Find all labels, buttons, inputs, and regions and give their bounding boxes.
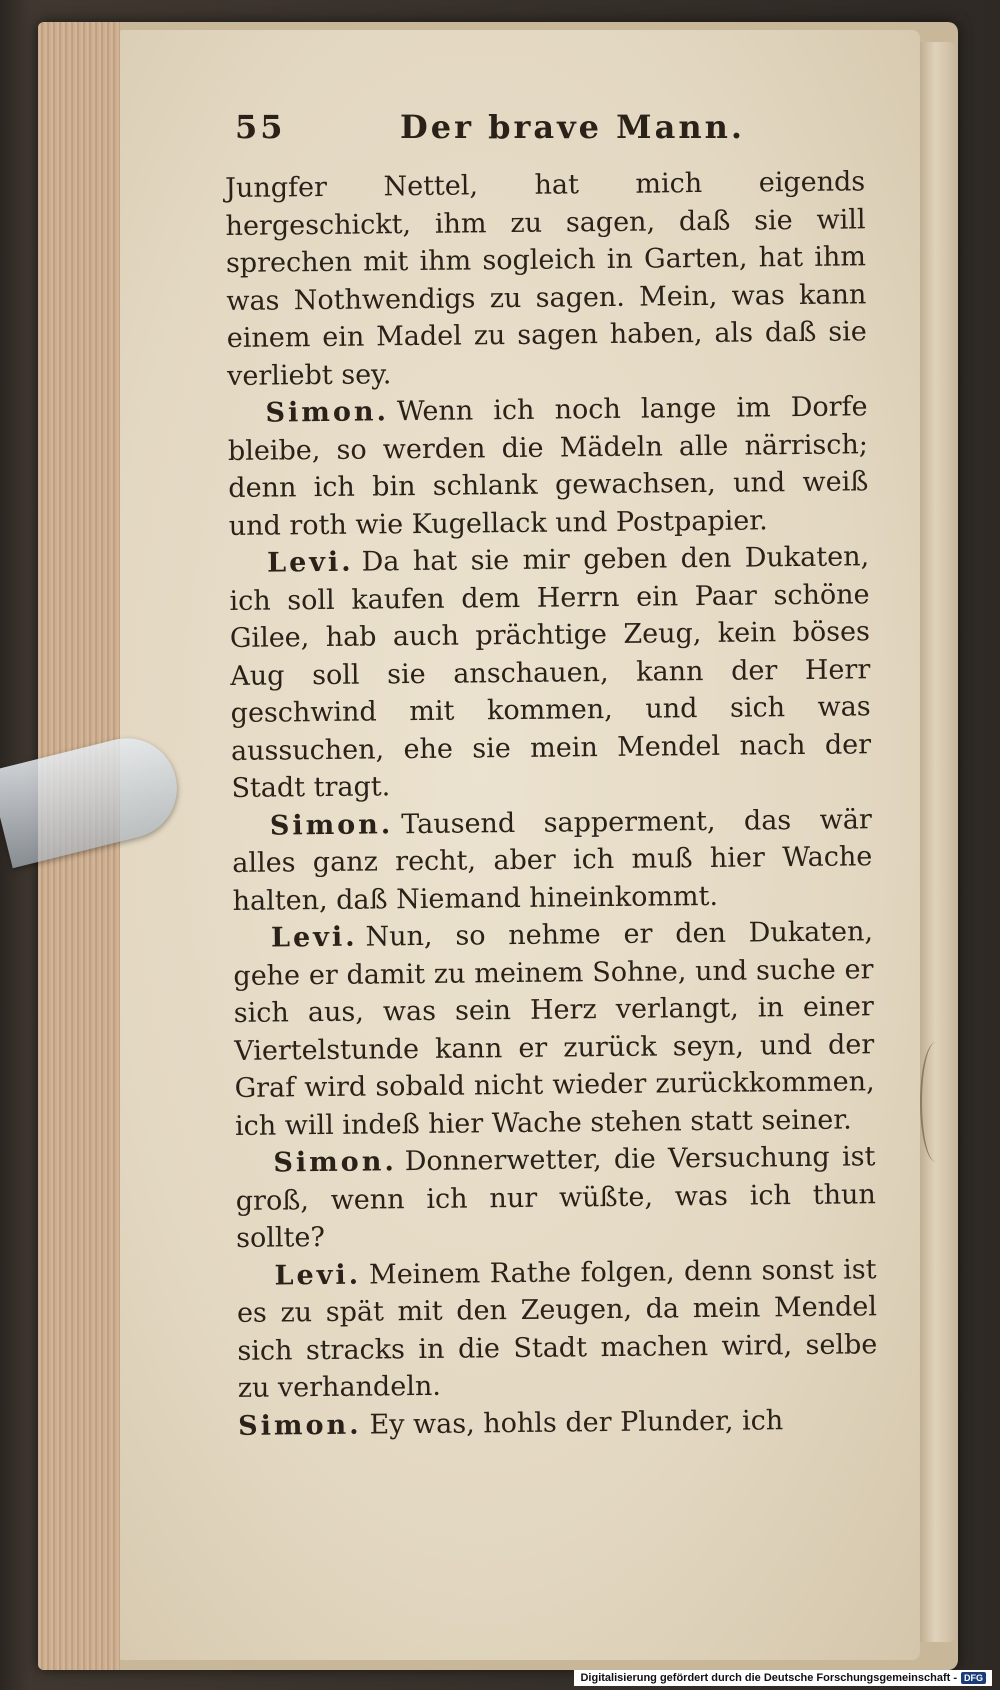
digitization-credit bbox=[574, 1670, 992, 1686]
paragraph-text: Jungfer Nettel, hat mich eigends hergeschickt, ihm zu sagen, daß sie will sprechen mit ihm sogleich in Garten, hat ihm was Nothwendigs zu sagen. Mein, was kann einem ein Madel zu sagen haben, als daß sie verliebt sey. bbox=[225, 166, 867, 392]
speaker-name: Levi. bbox=[270, 921, 358, 954]
paragraph-text: Nun, so nehme er den Dukaten, gehe er damit zu meinem Sohne, und suche er sich aus, was sein Herz verlangt, in einer Viertelstunde kann er zurück seyn, und der Graf wird sobald nicht wieder zurückkommen, ich will indeß hier Wache stehen statt seiner. bbox=[233, 916, 875, 1142]
paragraph-text: Donnerwetter, die Versuchung ist groß, wenn ich nur wüßte, was ich thun sollte? bbox=[235, 1141, 876, 1254]
speaker-name: Simon. bbox=[273, 1146, 397, 1179]
speaker-name: Levi. bbox=[274, 1259, 362, 1292]
running-title: Der brave Mann. bbox=[400, 108, 745, 146]
paragraph bbox=[235, 1138, 876, 1257]
paragraph bbox=[232, 801, 873, 920]
paragraph-text: Tausend sapperment, das wär alles ganz recht, aber ich muß hier Wache halten, daß Niemand hineinkommt. bbox=[232, 803, 873, 917]
paragraph-text: Meinem Rathe folgen, denn sonst ist es zu spät mit den Zeugen, da mein Mendel sich stracks in die Stadt machen wird, selbe zu verhandeln. bbox=[236, 1253, 878, 1404]
page-number: 55 bbox=[235, 108, 286, 146]
paragraph bbox=[236, 1251, 878, 1408]
book-page bbox=[120, 30, 920, 1660]
speaker-name: Simon. bbox=[265, 396, 390, 429]
credit-text: Digitalisierung gefördert durch die Deutsche Forschungsgemeinschaft - bbox=[580, 1672, 957, 1684]
paragraph bbox=[233, 913, 875, 1145]
speaker-name: Simon. bbox=[269, 808, 394, 842]
paragraph-text: Da hat sie mir geben den Dukaten, ich soll kaufen dem Herrn ein Paar schöne Gilee, hab auch prächtige Zeug, kein böses Aug soll sie anschauen, kann der Herr geschwind mit kommen, und sich was aussuchen, ehe sie mein Mendel nach der Stadt tragt. bbox=[229, 541, 872, 804]
book bbox=[38, 22, 958, 1670]
page-header bbox=[235, 108, 855, 146]
paragraph bbox=[238, 1401, 878, 1445]
paragraph bbox=[229, 538, 872, 807]
binding-thread bbox=[920, 1042, 952, 1162]
paragraph bbox=[225, 163, 867, 395]
paragraph-text: Wenn ich noch lange im Dorfe bleibe, so werden die Mädeln alle närrisch; denn ich bin schlank gewachsen, und weiß und roth wie Kugellack und Postpapier. bbox=[227, 391, 869, 542]
page-body bbox=[225, 163, 878, 1445]
paragraph-text: Ey was, hohls der Plunder, ich bbox=[369, 1404, 784, 1441]
opposite-page-edge bbox=[920, 42, 958, 1642]
paragraph bbox=[227, 388, 869, 545]
speaker-name: Simon. bbox=[237, 1409, 362, 1442]
speaker-name: Levi. bbox=[266, 546, 354, 579]
dfg-logo: DFG bbox=[961, 1672, 986, 1684]
